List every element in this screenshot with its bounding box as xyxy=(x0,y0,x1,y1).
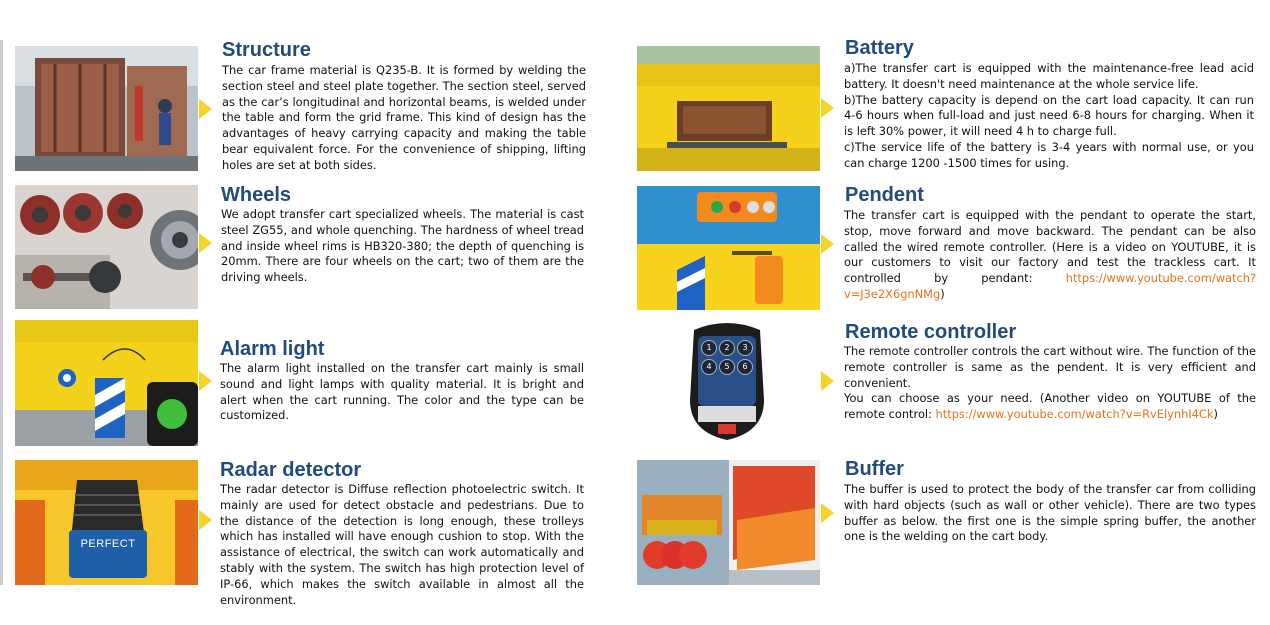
wheels-description: We adopt transfer cart specialized wheels. The material is cast steel ZG55, and whole quenching. The hardness of wheel tread and inside wheel rims is HB320-380; the depth of quenching is 20mm. There are four wheels on the cart; two of them are the driving wheels. xyxy=(221,207,584,285)
pendent-body: The transfer cart is equipped with the pendant to operate the start, stop, move forward and move backward. The pendant can be also called the wired remote controller. (Here is a video on YOUTUBE, it is our customers to visit our factory and test the trackless cart. It controlled by pendant: xyxy=(844,208,1256,286)
remote-video-link[interactable]: https://www.youtube.com/watch?v=RvElynhI4Ck xyxy=(935,407,1214,422)
remote-key: 3 xyxy=(737,340,753,356)
remote-key: 2 xyxy=(719,340,735,356)
remote-key: 1 xyxy=(701,340,717,356)
pendent-tail: ) xyxy=(940,286,945,301)
radar-detector-title: Radar detector xyxy=(220,459,362,481)
structure-title: Structure xyxy=(222,39,311,61)
remote-controller-title: Remote controller xyxy=(845,321,1017,343)
pendent-description xyxy=(844,208,1256,303)
battery-para-c: c)The service life of the battery is 3-4 years with normal use, or you can charge 1200 -1500 times for using. xyxy=(844,139,1254,170)
battery-description xyxy=(844,61,1254,172)
battery-para-a: a)The transfer cart is equipped with the maintenance-free lead acid battery. It doesn't need maintenance at the whole service life. xyxy=(844,61,1254,91)
remote-tail: ) xyxy=(1213,407,1218,422)
pendent-title: Pendent xyxy=(845,184,924,206)
remote-key: 6 xyxy=(737,359,753,375)
buffer-photo xyxy=(637,460,820,585)
remote-body-1: The remote controller controls the cart without wire. The function of the remote controller is same as the pendent. It is very efficient and convenient. xyxy=(844,344,1256,390)
alarm-light-title: Alarm light xyxy=(220,338,325,360)
radar-detector-arrow-icon xyxy=(199,510,212,530)
battery-photo xyxy=(637,46,820,171)
structure-photo xyxy=(15,46,198,171)
remote-keypad xyxy=(701,340,753,375)
wheels-arrow-icon xyxy=(199,233,212,253)
remote-body-2 xyxy=(844,391,1256,423)
structure-description: The car frame material is Q235-B. It is formed by welding the section steel and steel plate together. The section steel, served as the car’s longitudinal and horizontal beams, is welded under the table and form the grid frame. This kind of design has the advantages of heavy carrying capacity and making the table bear equivalent force. For the convenience of shipping, lifting holes are set at both sides. xyxy=(222,63,586,172)
battery-title: Battery xyxy=(845,37,914,59)
radar-detector-photo xyxy=(15,460,198,585)
structure-arrow-icon xyxy=(199,99,212,119)
buffer-arrow-icon xyxy=(821,503,834,523)
buffer-description: The buffer is used to protect the body of the transfer car from colliding with hard objects (such as wall or other vehicle). There are two types buffer as below. the first one is the simple spring buffer, the another one is the welding on the cart body. xyxy=(844,482,1256,544)
alarm-light-photo xyxy=(15,320,198,446)
radar-device-label: PERFECT xyxy=(80,538,136,550)
page-edge-strip xyxy=(0,40,3,585)
alarm-light-arrow-icon xyxy=(199,371,212,391)
battery-para-b: b)The battery capacity is depend on the cart load capacity. It can run 4-6 hours when full-load and just need 6-8 hours for charging. When it is left 30% power, it will need 4 h to charge full. xyxy=(844,92,1254,139)
wheels-photo xyxy=(15,185,198,309)
remote-key: 5 xyxy=(719,359,735,375)
pendent-video-link[interactable]: https://www.youtube.com/watch?v=J3e2X6gnNMg xyxy=(844,271,1256,301)
remote-controller-description xyxy=(844,344,1256,423)
pendent-arrow-icon xyxy=(821,234,834,254)
buffer-title: Buffer xyxy=(845,458,904,480)
pendent-photo xyxy=(637,186,820,310)
remote-key: 4 xyxy=(701,359,717,375)
remote-controller-arrow-icon xyxy=(821,371,834,391)
radar-detector-description: The radar detector is Diffuse reflection photoelectric switch. It mainly are used for detect obstacle and pedestrians. Due to the distance of the detection is long enough, these trolleys which has installed will have enough cushion to stop. With the assistance of electrical, the switch can work automatically and stably with the system. The switch has high protection level of IP-66, which makes the switch available in almost all the environment. xyxy=(220,482,584,607)
remote-body-2-text: You can choose as your need. (Another video on YOUTUBE of the remote control: xyxy=(844,391,1256,422)
wheels-title: Wheels xyxy=(221,184,292,206)
alarm-light-description: The alarm light installed on the transfer cart mainly is small sound and light lamps with quality material. It is bright and alert when the cart running. The color and the type can be customized. xyxy=(220,361,584,423)
battery-arrow-icon xyxy=(821,98,834,118)
remote-controller-photo xyxy=(684,320,770,444)
